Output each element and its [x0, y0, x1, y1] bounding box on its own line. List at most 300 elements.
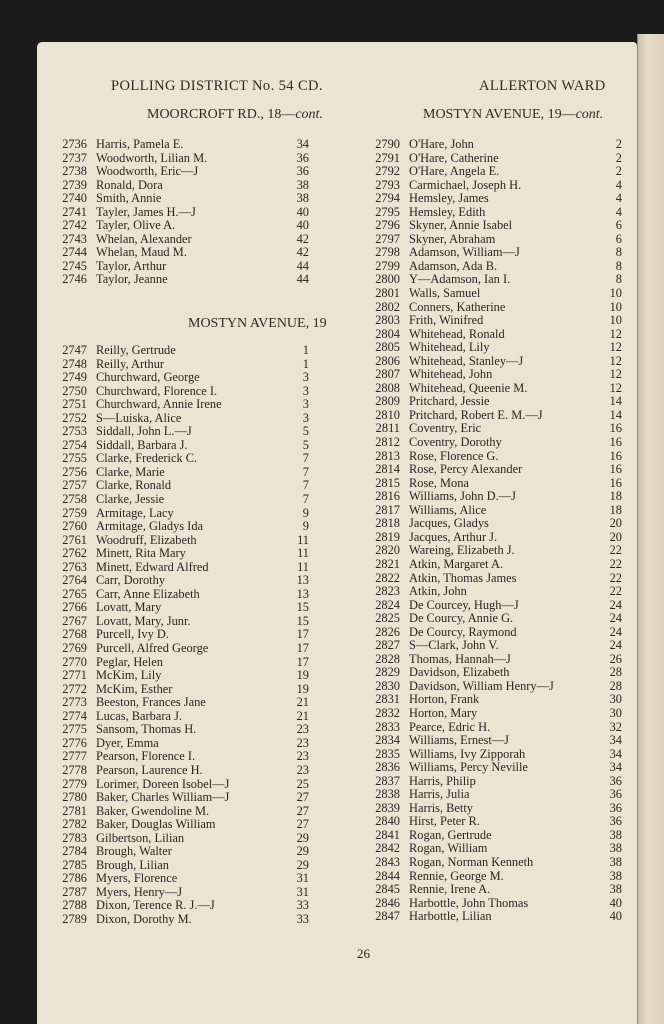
entry-house-number: 23 — [296, 722, 309, 737]
entry-number: 2778 — [62, 762, 87, 777]
register-entry — [364, 775, 622, 789]
entry-number: 2789 — [62, 911, 87, 926]
entry-name: Horton, Frank — [409, 693, 480, 707]
entry-number: 2811 — [375, 421, 400, 436]
entry-house-number: 5 — [302, 424, 309, 439]
entry-house-number: 8 — [615, 258, 622, 273]
entry-number: 2755 — [62, 451, 87, 466]
ward-header: ALLERTON WARD — [479, 78, 606, 94]
entry-number: 2837 — [375, 773, 400, 788]
entry-number: 2834 — [375, 733, 400, 748]
register-entry — [364, 599, 622, 613]
entry-number: 2808 — [375, 380, 400, 395]
register-entry — [51, 723, 309, 737]
entry-name: Atkin, Margaret A. — [409, 557, 504, 571]
entry-number: 2797 — [375, 231, 400, 246]
entry-number: 2750 — [62, 383, 87, 398]
entry-house-number: 7 — [302, 492, 309, 507]
entry-house-number: 32 — [609, 719, 622, 734]
entry-house-number: 10 — [609, 313, 622, 328]
entry-number: 2840 — [375, 814, 400, 829]
entry-number: 2753 — [62, 424, 87, 439]
entry-house-number: 38 — [609, 841, 622, 856]
entry-name: Baker, Douglas William — [96, 818, 216, 832]
entry-number: 2836 — [375, 760, 400, 775]
entry-house-number: 26 — [609, 651, 622, 666]
entry-name: Williams, Ernest—J — [409, 734, 509, 748]
entry-name: Whitehead, Stanley—J — [409, 354, 524, 368]
register-entry — [51, 805, 309, 819]
entry-name: Pritchard, Robert E. M.—J — [409, 408, 543, 422]
moorcroft-list — [51, 138, 309, 287]
entry-number: 2777 — [62, 749, 87, 764]
register-entry — [51, 179, 309, 193]
register-entry — [51, 152, 309, 166]
register-entry — [364, 152, 622, 166]
entry-number: 2788 — [62, 898, 87, 913]
register-entry — [364, 639, 622, 653]
entry-number: 2802 — [375, 299, 400, 314]
register-entry — [364, 382, 622, 396]
entry-house-number: 20 — [609, 529, 622, 544]
register-entry — [51, 273, 309, 287]
entry-name: Williams, Alice — [409, 503, 487, 517]
register-entry — [364, 179, 622, 193]
entry-house-number: 34 — [296, 137, 309, 151]
register-entry — [364, 490, 622, 504]
entry-house-number: 33 — [296, 911, 309, 926]
entry-name: Adamson, Ada B. — [409, 259, 498, 273]
register-entry — [364, 612, 622, 626]
register-entry — [51, 696, 309, 710]
entry-number: 2793 — [375, 177, 400, 192]
register-entry — [364, 653, 622, 667]
entry-house-number: 7 — [302, 478, 309, 493]
entry-name: Clarke, Frederick C. — [96, 452, 198, 466]
entry-house-number: 11 — [297, 532, 309, 547]
entry-number: 2746 — [62, 272, 87, 287]
entry-name: Coventry, Eric — [409, 422, 482, 436]
entry-house-number: 22 — [609, 556, 622, 571]
entry-number: 2794 — [375, 191, 400, 206]
entry-name: Armitage, Lacy — [96, 506, 174, 520]
entry-house-number: 24 — [609, 624, 622, 639]
entry-number: 2758 — [62, 492, 87, 507]
entry-name: Lovatt, Mary — [96, 601, 162, 615]
entry-house-number: 4 — [615, 191, 622, 206]
register-entry — [51, 845, 309, 859]
entry-house-number: 3 — [302, 397, 309, 412]
entry-name: Rose, Mona — [409, 476, 469, 490]
entry-number: 2814 — [375, 462, 400, 477]
entry-house-number: 2 — [615, 137, 622, 151]
register-entry — [51, 371, 309, 385]
entry-name: Reilly, Arthur — [96, 357, 165, 371]
entry-house-number: 19 — [296, 681, 309, 696]
entry-name: Rogan, William — [409, 842, 488, 856]
entry-house-number: 23 — [296, 762, 309, 777]
entry-number: 2812 — [375, 435, 400, 450]
entry-house-number: 34 — [609, 733, 622, 748]
entry-number: 2813 — [375, 448, 400, 463]
entry-name: Williams, John D.—J — [409, 490, 516, 504]
entry-name: Conners, Katherine — [409, 300, 506, 314]
register-entry — [364, 585, 622, 599]
register-entry — [51, 886, 309, 900]
register-entry — [364, 897, 622, 911]
entry-number: 2791 — [375, 150, 400, 165]
entry-number: 2830 — [375, 678, 400, 693]
register-entry — [364, 328, 622, 342]
entry-number: 2759 — [62, 505, 87, 520]
entry-house-number: 6 — [615, 231, 622, 246]
entry-number: 2775 — [62, 722, 87, 737]
entry-house-number: 16 — [609, 435, 622, 450]
entry-name: Thomas, Hannah—J — [409, 652, 511, 666]
register-entry — [364, 531, 622, 545]
entry-name: McKim, Lily — [96, 669, 162, 683]
register-entry — [364, 409, 622, 423]
entry-name: Hemsley, James — [409, 192, 489, 206]
entry-house-number: 13 — [296, 586, 309, 601]
entry-number: 2787 — [62, 884, 87, 899]
entry-number: 2780 — [62, 790, 87, 805]
entry-name: Harris, Philip — [409, 774, 476, 788]
entry-number: 2783 — [62, 830, 87, 845]
entry-house-number: 36 — [296, 164, 309, 179]
entry-number: 2825 — [375, 611, 400, 626]
register-entry — [51, 452, 309, 466]
entry-house-number: 36 — [609, 800, 622, 815]
register-entry — [364, 870, 622, 884]
entry-house-number: 12 — [609, 367, 622, 382]
entry-number: 2806 — [375, 353, 400, 368]
register-entry — [51, 398, 309, 412]
entry-number: 2754 — [62, 437, 87, 452]
entry-number: 2810 — [375, 407, 400, 422]
register-entry — [51, 683, 309, 697]
entry-number: 2809 — [375, 394, 400, 409]
entry-number: 2781 — [62, 803, 87, 818]
entry-house-number: 16 — [609, 475, 622, 490]
entry-number: 2782 — [62, 817, 87, 832]
entry-name: Atkin, John — [409, 585, 467, 599]
entry-number: 2773 — [62, 695, 87, 710]
register-entry — [51, 425, 309, 439]
register-entry — [364, 883, 622, 897]
entry-name: Davidson, William Henry—J — [409, 679, 554, 693]
entry-number: 2839 — [375, 800, 400, 815]
entry-house-number: 9 — [302, 519, 309, 534]
entry-name: Pearce, Edric H. — [409, 720, 491, 734]
entry-name: O'Hare, Angela E. — [409, 165, 500, 179]
entry-number: 2799 — [375, 258, 400, 273]
entry-house-number: 33 — [296, 898, 309, 913]
entry-name: Clarke, Jessie — [96, 493, 165, 507]
entry-house-number: 18 — [609, 502, 622, 517]
register-entry — [51, 466, 309, 480]
entry-number: 2807 — [375, 367, 400, 382]
entry-name: Ronald, Dora — [96, 178, 163, 192]
entry-name: Smith, Annie — [96, 192, 162, 206]
register-entry — [51, 358, 309, 372]
register-entry — [51, 507, 309, 521]
entry-name: Armitage, Gladys Ida — [96, 520, 204, 534]
register-entry — [364, 788, 622, 802]
entry-number: 2819 — [375, 529, 400, 544]
entry-name: Rose, Percy Alexander — [409, 463, 523, 477]
entry-number: 2844 — [375, 868, 400, 883]
section-mostyn-title: MOSTYN AVENUE, 19 — [188, 316, 327, 331]
register-entry — [364, 748, 622, 762]
entry-number: 2765 — [62, 586, 87, 601]
register-entry — [51, 899, 309, 913]
register-entry — [51, 219, 309, 233]
entry-name: Whitehead, Ronald — [409, 327, 505, 341]
register-entry — [364, 450, 622, 464]
register-entry — [364, 260, 622, 274]
entry-number: 2846 — [375, 895, 400, 910]
entry-house-number: 23 — [296, 735, 309, 750]
entry-name: Minett, Rita Mary — [96, 547, 186, 561]
entry-house-number: 2 — [615, 164, 622, 179]
register-entry — [364, 517, 622, 531]
entry-house-number: 18 — [609, 489, 622, 504]
entry-name: Siddall, John L.—J — [96, 425, 192, 439]
entry-house-number: 2 — [615, 150, 622, 165]
register-entry — [51, 913, 309, 927]
register-entry — [51, 574, 309, 588]
register-entry — [364, 395, 622, 409]
entry-number: 2817 — [375, 502, 400, 517]
entry-name: De Courcy, Annie G. — [409, 612, 514, 626]
entry-name: Dixon, Terence R. J.—J — [96, 899, 215, 913]
entry-house-number: 42 — [296, 231, 309, 246]
mostyn-right-list — [364, 138, 622, 924]
entry-house-number: 40 — [609, 909, 622, 924]
entry-house-number: 22 — [609, 584, 622, 599]
entry-name: Peglar, Helen — [96, 655, 163, 669]
entry-house-number: 14 — [609, 407, 622, 422]
entry-name: Rennie, Irene A. — [409, 883, 491, 897]
entry-number: 2823 — [375, 584, 400, 599]
entry-number: 2838 — [375, 787, 400, 802]
entry-house-number: 4 — [615, 177, 622, 192]
entry-house-number: 12 — [609, 353, 622, 368]
entry-number: 2776 — [62, 735, 87, 750]
page-edge — [637, 34, 664, 1024]
entry-house-number: 5 — [302, 437, 309, 452]
entry-house-number: 29 — [296, 844, 309, 859]
entry-house-number: 20 — [609, 516, 622, 531]
entry-name: Rogan, Norman Kenneth — [409, 855, 534, 869]
entry-name: Horton, Mary — [409, 706, 478, 720]
section-mostyn-cont-label: cont. — [575, 107, 604, 122]
entry-number: 2805 — [375, 340, 400, 355]
entry-name: Churchward, Florence I. — [96, 384, 218, 398]
register-entry — [51, 260, 309, 274]
entry-name: Clarke, Ronald — [96, 479, 172, 493]
entry-number: 2843 — [375, 854, 400, 869]
register-entry — [364, 301, 622, 315]
entry-number: 2757 — [62, 478, 87, 493]
entry-number: 2749 — [62, 370, 87, 385]
entry-house-number: 1 — [302, 343, 309, 357]
entry-house-number: 15 — [296, 613, 309, 628]
entry-house-number: 27 — [296, 790, 309, 805]
page-number: 26 — [357, 946, 370, 961]
entry-name: Woodworth, Eric—J — [96, 165, 199, 179]
register-entry — [51, 601, 309, 615]
register-entry — [51, 710, 309, 724]
entry-house-number: 16 — [609, 462, 622, 477]
entry-name: Williams, Ivy Zipporah — [409, 747, 526, 761]
register-entry — [51, 832, 309, 846]
entry-name: Sansom, Thomas H. — [96, 723, 197, 737]
register-entry — [364, 558, 622, 572]
entry-name: Churchward, Annie Irene — [96, 398, 222, 412]
entry-number: 2743 — [62, 231, 87, 246]
entry-name: Jacques, Gladys — [409, 517, 489, 531]
entry-house-number: 36 — [609, 814, 622, 829]
entry-house-number: 13 — [296, 573, 309, 588]
register-entry — [364, 856, 622, 870]
register-entry — [51, 737, 309, 751]
entry-house-number: 3 — [302, 370, 309, 385]
entry-house-number: 10 — [609, 299, 622, 314]
register-entry — [51, 493, 309, 507]
entry-name: O'Hare, Catherine — [409, 151, 499, 165]
register-page — [37, 42, 637, 1024]
register-entry — [51, 233, 309, 247]
entry-number: 2756 — [62, 464, 87, 479]
entry-number: 2737 — [62, 150, 87, 165]
entry-name: Siddall, Barbara J. — [96, 438, 188, 452]
entry-house-number: 10 — [609, 286, 622, 301]
register-entry — [51, 628, 309, 642]
entry-number: 2790 — [375, 137, 400, 151]
entry-house-number: 29 — [296, 857, 309, 872]
section-mostyn-cont — [423, 107, 603, 123]
entry-number: 2801 — [375, 286, 400, 301]
register-entry — [51, 872, 309, 886]
entry-house-number: 27 — [296, 803, 309, 818]
register-entry — [51, 778, 309, 792]
register-entry — [364, 273, 622, 287]
register-entry — [364, 842, 622, 856]
entry-name: Coventry, Dorothy — [409, 436, 502, 450]
entry-number: 2772 — [62, 681, 87, 696]
entry-name: Woodruff, Elizabeth — [96, 533, 197, 547]
entry-number: 2831 — [375, 692, 400, 707]
entry-name: Skyner, Abraham — [409, 232, 496, 246]
register-entry — [364, 422, 622, 436]
entry-house-number: 7 — [302, 464, 309, 479]
entry-house-number: 17 — [296, 641, 309, 656]
entry-name: Williams, Percy Neville — [409, 761, 528, 775]
entry-name: De Courcy, Raymond — [409, 625, 517, 639]
mostyn-left-list — [51, 344, 309, 927]
entry-name: Adamson, William—J — [409, 246, 520, 260]
register-entry — [364, 544, 622, 558]
entry-number: 2748 — [62, 356, 87, 371]
register-entry — [51, 791, 309, 805]
register-entry — [51, 439, 309, 453]
entry-house-number: 38 — [609, 854, 622, 869]
entry-house-number: 31 — [296, 871, 309, 886]
entry-name: Lorimer, Doreen Isobel—J — [96, 777, 230, 791]
entry-house-number: 4 — [615, 204, 622, 219]
entry-house-number: 22 — [609, 570, 622, 585]
entry-house-number: 38 — [296, 177, 309, 192]
register-entry — [51, 479, 309, 493]
register-entry — [364, 192, 622, 206]
register-entry — [364, 206, 622, 220]
district-header: POLLING DISTRICT No. 54 CD. — [111, 78, 323, 94]
entry-number: 2798 — [375, 245, 400, 260]
entry-number: 2786 — [62, 871, 87, 886]
entry-number: 2767 — [62, 613, 87, 628]
register-entry — [51, 669, 309, 683]
entry-house-number: 17 — [296, 654, 309, 669]
entry-number: 2842 — [375, 841, 400, 856]
entry-name: Rose, Florence G. — [409, 449, 499, 463]
register-entry — [364, 761, 622, 775]
entry-house-number: 8 — [615, 245, 622, 260]
register-entry — [364, 219, 622, 233]
register-entry — [364, 829, 622, 843]
entry-house-number: 1 — [302, 356, 309, 371]
register-entry — [51, 750, 309, 764]
entry-name: Baker, Gwendoline M. — [96, 804, 210, 818]
entry-number: 2847 — [375, 909, 400, 924]
entry-house-number: 16 — [609, 448, 622, 463]
entry-number: 2769 — [62, 641, 87, 656]
entry-number: 2800 — [375, 272, 400, 287]
register-entry — [51, 246, 309, 260]
entry-house-number: 12 — [609, 380, 622, 395]
entry-name: O'Hare, John — [409, 138, 474, 151]
entry-house-number: 16 — [609, 421, 622, 436]
register-entry — [51, 615, 309, 629]
entry-number: 2833 — [375, 719, 400, 734]
entry-house-number: 28 — [609, 665, 622, 680]
entry-name: Pearson, Florence I. — [96, 750, 196, 764]
entry-name: Dyer, Emma — [96, 736, 159, 750]
entry-number: 2845 — [375, 882, 400, 897]
entry-name: Harris, Julia — [409, 788, 470, 802]
entry-name: Gilbertson, Lilian — [96, 831, 185, 845]
register-entry — [364, 504, 622, 518]
entry-number: 2820 — [375, 543, 400, 558]
register-entry — [364, 138, 622, 152]
entry-number: 2745 — [62, 258, 87, 273]
entry-house-number: 40 — [609, 895, 622, 910]
entry-name: Clarke, Marie — [96, 465, 165, 479]
entry-name: Purcell, Alfred George — [96, 642, 209, 656]
entry-name: Brough, Walter — [96, 845, 172, 859]
register-entry — [364, 165, 622, 179]
entry-house-number: 15 — [296, 600, 309, 615]
entry-name: Taylor, Jeanne — [96, 273, 168, 287]
register-entry — [364, 436, 622, 450]
entry-number: 2822 — [375, 570, 400, 585]
register-entry — [51, 520, 309, 534]
entry-house-number: 23 — [296, 749, 309, 764]
entry-name: Dixon, Dorothy M. — [96, 912, 192, 926]
register-entry — [51, 138, 309, 152]
register-entry — [51, 642, 309, 656]
